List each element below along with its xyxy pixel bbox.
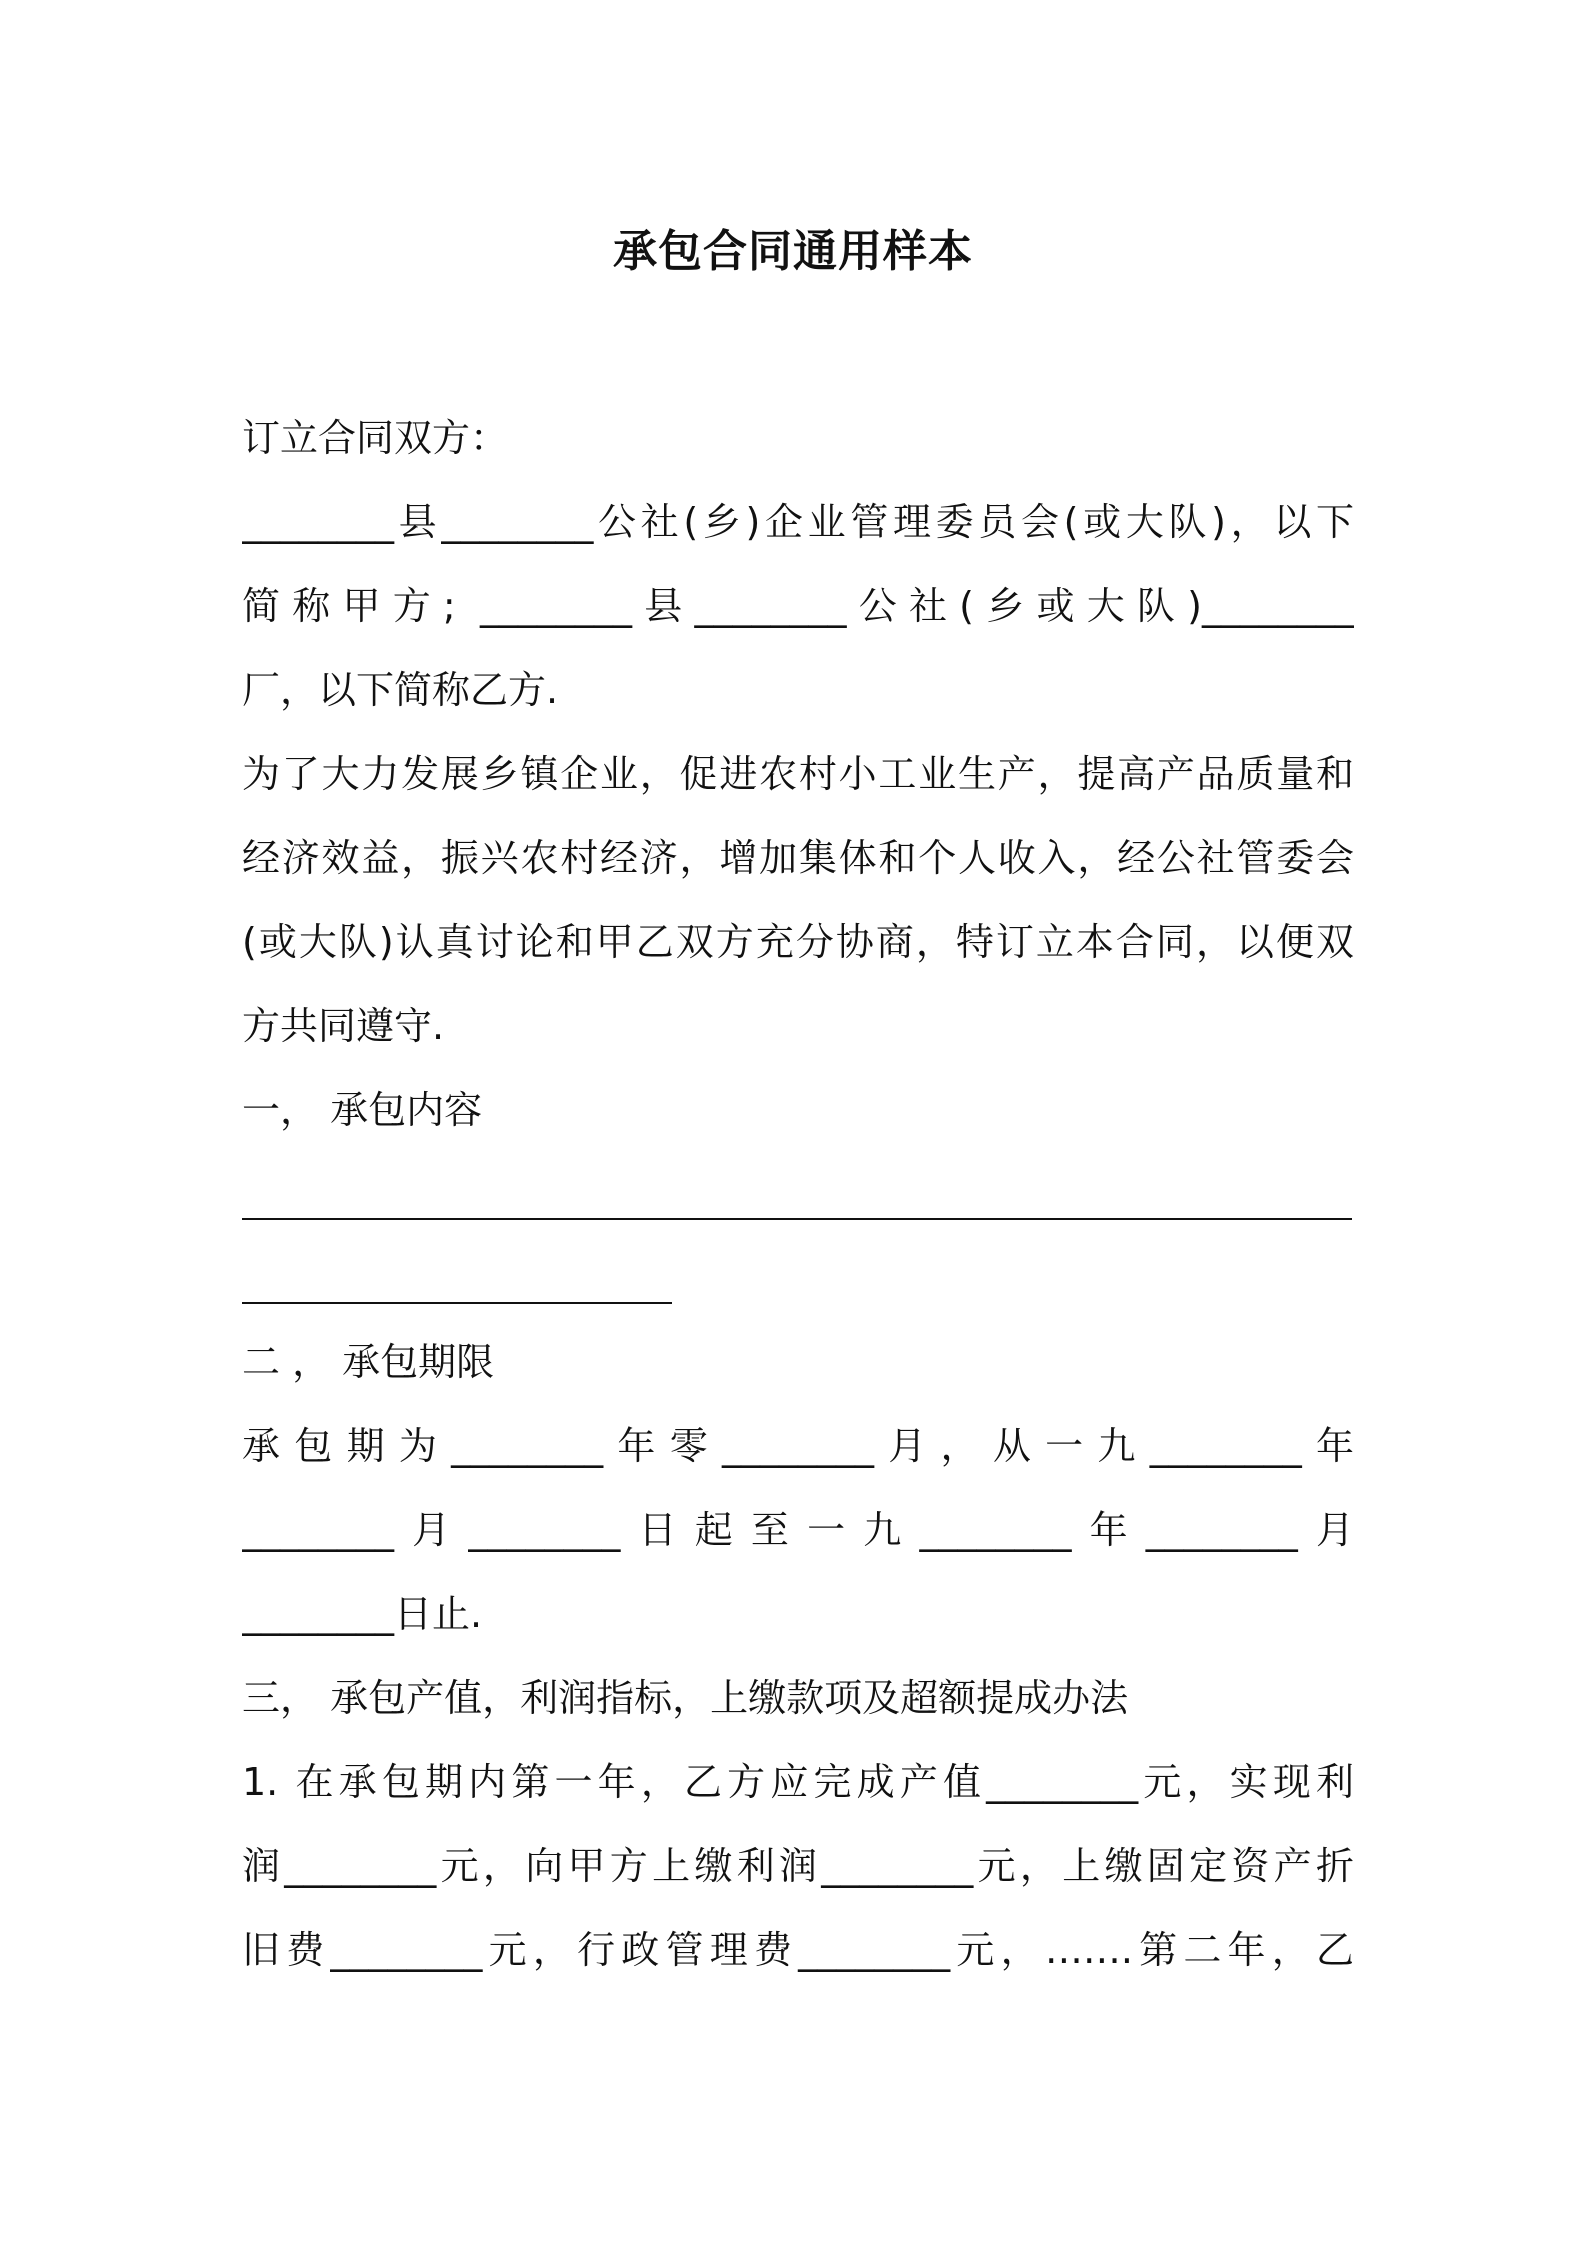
preamble-line-1: 为了大力发展乡镇企业，促进农村小工业生产，提高产品质量和 [242,752,1354,796]
party-b-line: 厂，以下简称乙方. [242,668,559,712]
section-1-heading: 一， 承包内容 [242,1088,483,1132]
content-blank-line-2 [242,1302,672,1304]
parties-heading: 订立合同双方： [242,416,509,460]
item-1-line-2: 润________元，向甲方上缴利润________元，上缴固定资产折 [242,1844,1354,1888]
term-line-3: ________日止. [242,1592,483,1636]
item-1-line-3: 旧费________元，行政管理费________元，…….第二年，乙 [242,1928,1354,1972]
party-a-line-1: ________县________公社(乡)企业管理委员会(或大队)，以下 [242,500,1354,544]
preamble-line-3: (或大队)认真讨论和甲乙双方充分协商，特订立本合同，以便双 [242,920,1354,964]
section-2-heading: 二 ， 承包期限 [242,1340,495,1384]
item-1-line-1: 1. 在承包期内第一年，乙方应完成产值________元，实现利 [242,1760,1354,1804]
section-3-heading: 三， 承包产值，利润指标，上缴款项及超额提成办法 [242,1676,1129,1720]
content-blank-line-1 [242,1218,1352,1220]
document-title: 承包合同通用样本 [613,226,973,277]
term-line-1: 承包期为________年零________月，从一九________年 [242,1424,1354,1468]
party-a-line-2: 简称甲方; ________县________公社(乡或大队)________ [242,584,1354,628]
preamble-line-4: 方共同遵守. [242,1004,445,1048]
term-line-2: ________月________日起至一九________年________月 [242,1508,1354,1552]
preamble-line-2: 经济效益，振兴农村经济，增加集体和个人收入，经公社管委会 [242,836,1354,880]
